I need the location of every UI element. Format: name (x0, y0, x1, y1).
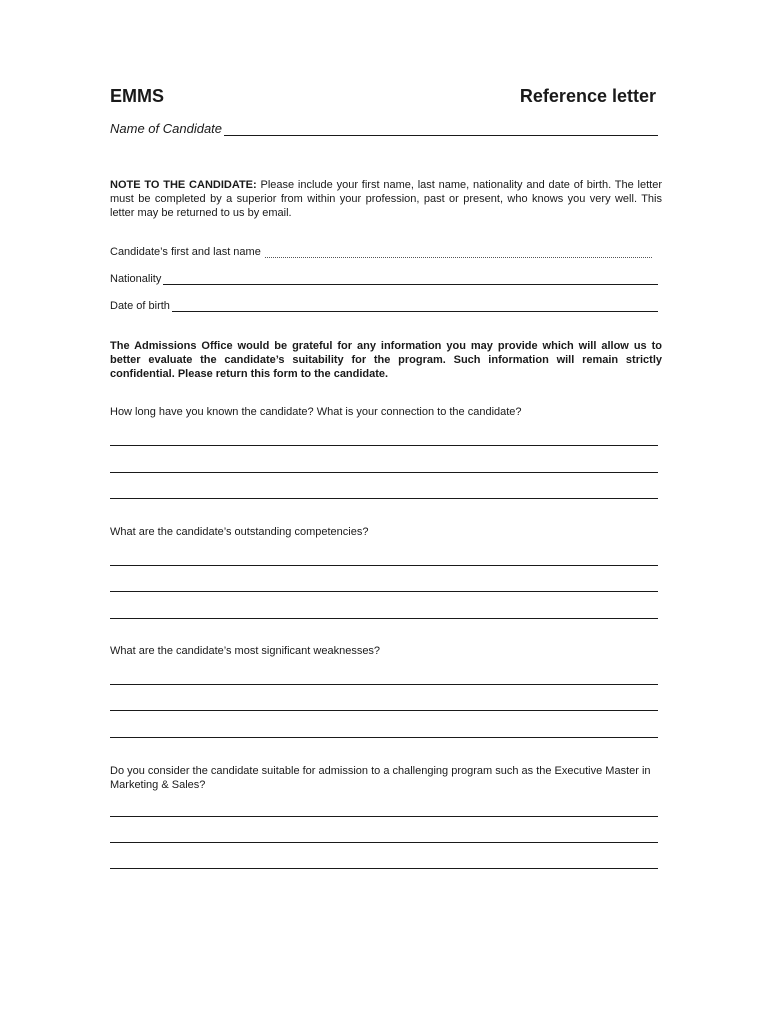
note-lead: NOTE TO THE CANDIDATE: (110, 179, 257, 191)
candidate-name-row (110, 121, 658, 136)
nationality-row (110, 272, 658, 285)
program-title: EMMS (110, 86, 164, 106)
answer-line[interactable] (110, 737, 658, 738)
question-3: What are the candidate’s most significant weaknesses? (110, 645, 381, 657)
note-to-candidate (110, 178, 662, 220)
answer-line[interactable] (110, 684, 658, 685)
nationality-label: Nationality (110, 273, 162, 285)
answer-line[interactable] (110, 445, 658, 446)
note-text: Please include your first name, last name, nationality and date of birth. The letter must be completed by a superior from within your profession, past or present, who knows you very well. This letter may be returned to us by email. (110, 179, 662, 219)
dob-field[interactable] (172, 299, 658, 312)
candidate-name-label: Name of Candidate (110, 121, 223, 136)
answer-line[interactable] (110, 816, 658, 817)
nationality-field[interactable] (163, 272, 658, 285)
document-title: Reference letter (519, 86, 656, 106)
answer-line[interactable] (110, 710, 658, 711)
dob-row (110, 299, 658, 312)
answer-line[interactable] (110, 868, 658, 869)
question-4: Do you consider the candidate suitable for admission to a challenging program such as the Executive Master in Marketing & Sales? (110, 765, 651, 791)
full-name-field[interactable] (265, 245, 652, 258)
answer-line[interactable] (110, 618, 658, 619)
full-name-row (110, 245, 658, 258)
answer-line[interactable] (110, 472, 658, 473)
dob-label: Date of birth (110, 300, 170, 312)
admissions-statement: The Admissions Office would be grateful for any information you may provide which will allow us to better evaluate the candidate’s suitability for the program. Such information will remain strictly confidential. Please return this form to the candidate. (110, 340, 662, 380)
question-1: How long have you known the candidate? What is your connection to the candidate? (110, 406, 522, 418)
answer-line[interactable] (110, 565, 658, 566)
answer-line[interactable] (110, 591, 658, 592)
full-name-label: Candidate’s first and last name (110, 246, 261, 258)
candidate-name-field[interactable] (224, 121, 658, 136)
answer-line[interactable] (110, 498, 658, 499)
question-2: What are the candidate’s outstanding competencies? (110, 526, 369, 538)
answer-line[interactable] (110, 842, 658, 843)
